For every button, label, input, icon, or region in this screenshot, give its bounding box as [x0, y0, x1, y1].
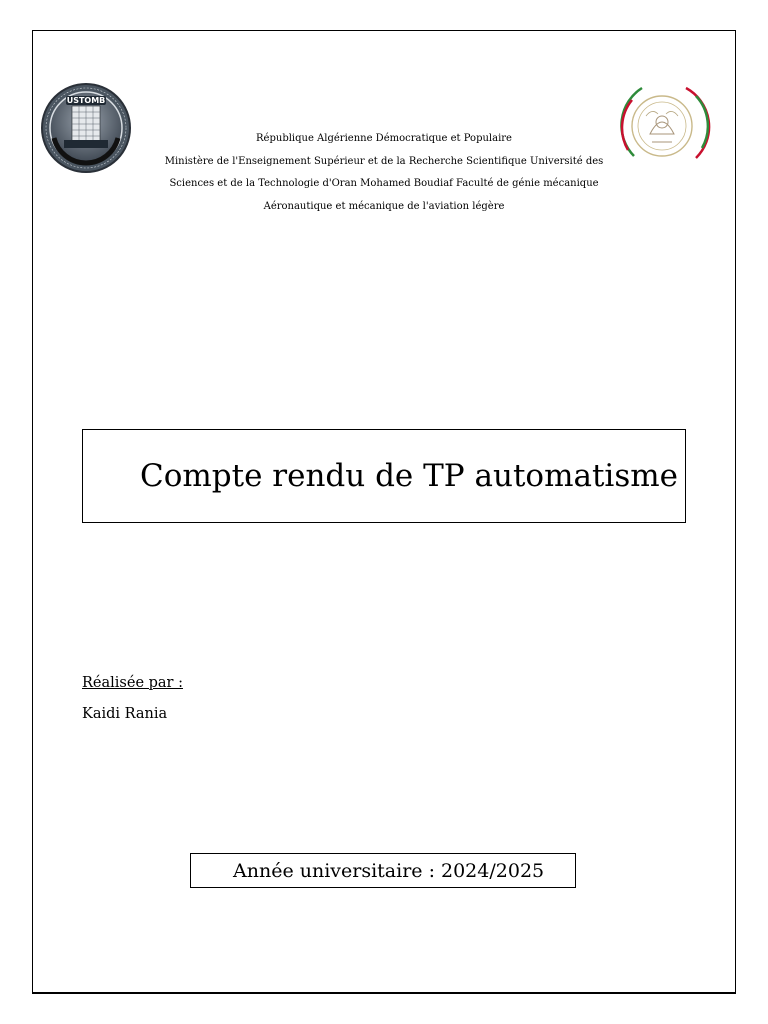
header-ministry: Ministère de l'Enseignement Supérieur et de la Recherche Scientifique Université des	[164, 155, 604, 167]
academic-year: Année universitaire : 2024/2025	[233, 860, 545, 882]
author-label: Réalisée par :	[82, 675, 183, 691]
academic-year-box	[190, 853, 576, 888]
document-title: Compte rendu de TP automatisme	[140, 458, 678, 494]
header-university: Sciences et de la Technologie d'Oran Mohamed Boudiaf Faculté de génie mécanique	[169, 178, 599, 189]
title-box	[82, 429, 686, 523]
institution-header	[160, 128, 608, 218]
ministry-emblem-icon	[612, 78, 712, 170]
header-department: Aéronautique et mécanique de l'aviation légère	[263, 200, 505, 212]
header-country: République Algérienne Démocratique et Populaire	[256, 133, 512, 144]
seal-text: USTOMB	[66, 96, 106, 105]
author-name: Kaidi Rania	[82, 706, 168, 722]
university-seal-icon	[40, 82, 132, 174]
